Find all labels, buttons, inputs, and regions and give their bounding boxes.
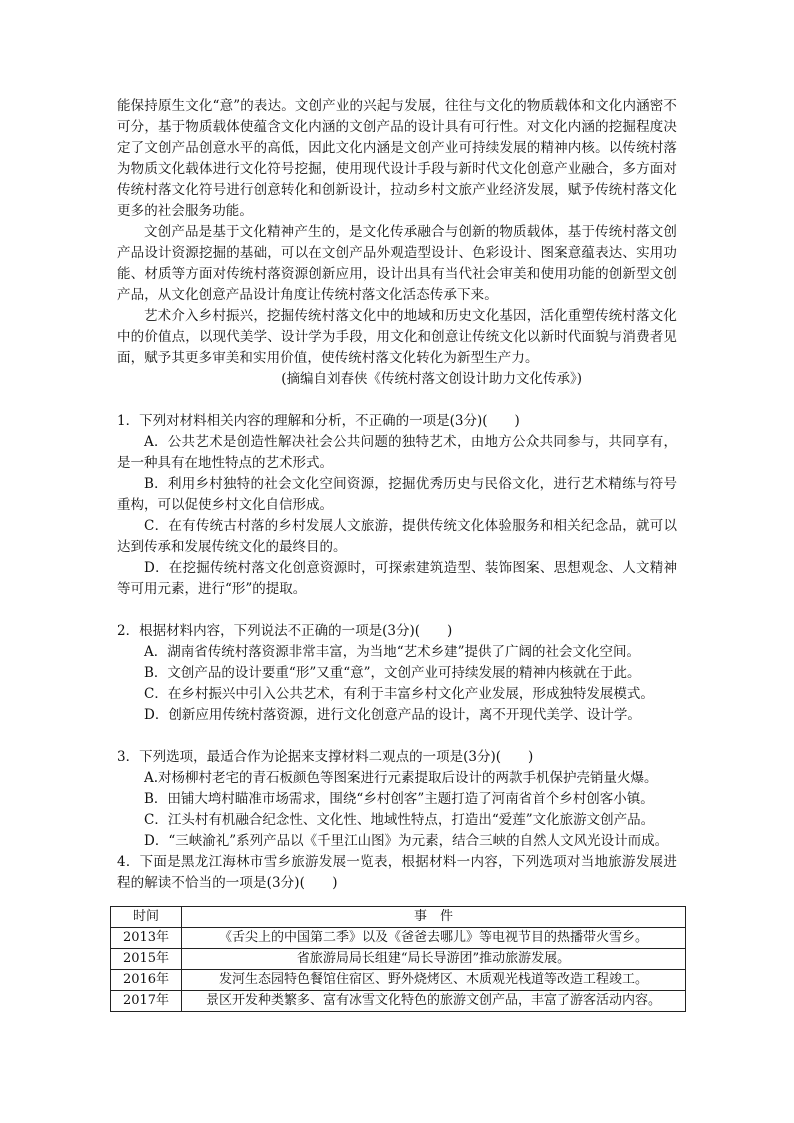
table-row (111, 928, 686, 949)
passage-paragraph-2: 文创产品是基于文化精神产生的，是文化传承融合与创新的物质载体，基于传统村落文创产品设计资源挖掘的基础，可以在文创产品外观造型设计、色彩设计、图案意蕴表达、实用功能、材质等方面对传统村落资源创新应用，设计出具有当代社会审美和使用功能的创新型文创产品，从文化创意产品设计角度让传统村落文化活态传承下来。 (117, 224, 677, 303)
table-header-row (111, 907, 686, 928)
table-cell-event: 省旅游局局长组建“局长导游团”推动旅游发展。 (182, 949, 686, 970)
question-2-option-b: B．文创产品的设计要重“形”又重“意”，文创产业可持续发展的精神内核就在于此。 (144, 665, 641, 681)
question-4 (117, 852, 677, 894)
table-cell-year: 2016年 (111, 970, 182, 991)
table-row (111, 949, 686, 970)
question-2 (117, 621, 677, 726)
question-3-option-a: A.对杨柳村老宅的青石板颜色等图案进行元素提取后设计的两款手机保护壳销量火爆。 (144, 770, 658, 786)
table-cell-event: 《舌尖上的中国第二季》以及《爸爸去哪儿》等电视节目的热播带火雪乡。 (182, 928, 686, 949)
table-cell-year: 2013年 (111, 928, 182, 949)
question-1-title: 1．下列对材料相关内容的理解和分析，不正确的一项是(3分)( ) (117, 413, 520, 429)
table-row (111, 970, 686, 991)
question-2-option-c: C．在乡村振兴中引入公共艺术，有利于丰富乡村文化产业发展，形成独特发展模式。 (144, 686, 654, 702)
table-cell-year: 2015年 (111, 949, 182, 970)
question-2-title: 2．根据材料内容，下列说法不正确的一项是(3分)( ) (117, 623, 453, 639)
question-1-option-c: C．在有传统古村落的乡村发展人文旅游，提供传统文化体验服务和相关纪念品，就可以达到传承和发展传统文化的最终目的。 (117, 518, 677, 555)
table-cell-event: 发河生态园特色餐馆住宿区、野外烧烤区、木质观光栈道等改造工程竣工。 (182, 970, 686, 991)
passage-source: (摘编自刘春侠《传统村落文创设计助力文化传承》) (281, 371, 582, 387)
question-4-title: 4．下面是黑龙江海林市雪乡旅游发展一览表，根据材料一内容，下列选项对当地旅游发展进程的解读不恰当的一项是(3分)( ) (117, 854, 677, 891)
table-cell-year: 2017年 (111, 991, 182, 1012)
question-1-option-b: B．利用乡村独特的社会文化空间资源，挖掘优秀历史与民俗文化，进行艺术精练与符号重构，可以促使乡村文化自信形成。 (117, 476, 677, 513)
question-3-option-c: C．江头村有机融合纪念性、文化性、地域性特点，打造出“爱莲”文化旅游文创产品。 (144, 812, 655, 828)
table-cell-event: 景区开发种类繁多、富有冰雪文化特色的旅游文创产品，丰富了游客活动内容。 (182, 991, 686, 1012)
table-row (111, 991, 686, 1012)
question-1 (117, 411, 677, 600)
question-3 (117, 747, 677, 852)
table-header-event: 事 件 (182, 907, 686, 928)
table-header-time: 时间 (111, 907, 182, 928)
question-3-option-d: D．“三峡渝礼”系列产品以《千里江山图》为元素，结合三峡的自然人文风光设计而成。 (144, 833, 669, 849)
tourism-timeline-table (110, 906, 686, 1012)
passage-paragraph-1: 能保持原生文化“意”的表达。文创产业的兴起与发展，往往与文化的物质载体和文化内涵密不可分，基于物质载体使蕴含文化内涵的文创产品的设计具有可行性。对文化内涵的挖掘程度决定了文创产品创意水平的高低，因此文化内涵是文创产业可持续发展的精神内核。以传统村落为物质文化载体进行文化符号挖掘，使用现代设计手段与新时代文化创意产业融合，多方面对传统村落文化符号进行创意转化和创新设计，拉动乡村文旅产业经济发展，赋予传统村落文化更多的社会服务功能。 (117, 98, 677, 219)
question-2-option-a: A．湖南省传统村落资源非常丰富，为当地“艺术乡建”提供了广阔的社会文化空间。 (144, 644, 641, 660)
document-body (117, 96, 677, 894)
question-1-option-a: A．公共艺术是创造性解决社会公共问题的独特艺术，由地方公众共同参与，共同享有，是一种具有在地性特点的艺术形式。 (117, 434, 677, 471)
question-3-option-b: B．田铺大塆村瞄准市场需求，围绕“乡村创客”主题打造了河南省首个乡村创客小镇。 (144, 791, 654, 807)
passage-paragraph-3: 艺术介入乡村振兴，挖掘传统村落文化中的地域和历史文化基因，活化重塑传统村落文化中的价值点，以现代美学、设计学为手段，用文化和创意让传统文化以新时代面貌与消费者见面，赋予其更多审美和实用价值，使传统村落文化转化为新型生产力。 (117, 308, 677, 366)
question-1-option-d: D．在挖掘传统村落文化创意资源时，可探索建筑造型、装饰图案、思想观念、人文精神等可用元素，进行“形”的提取。 (117, 560, 677, 597)
question-2-option-d: D．创新应用传统村落资源，进行文化创意产品的设计，离不开现代美学、设计学。 (144, 707, 641, 723)
question-3-title: 3．下列选项，最适合作为论据来支撑材料二观点的一项是(3分)( ) (117, 749, 534, 765)
